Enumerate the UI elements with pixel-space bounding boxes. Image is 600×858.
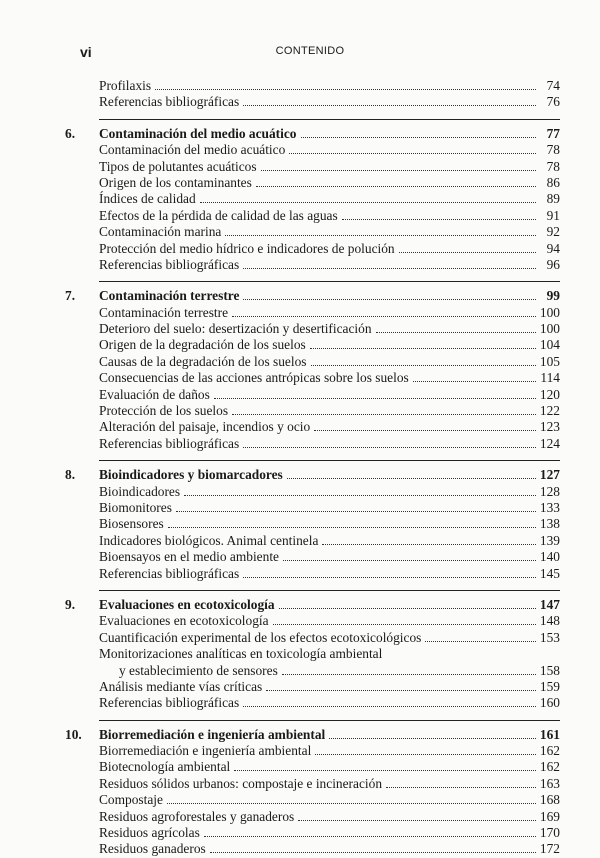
toc-entry [65, 646, 560, 662]
page-ref: 78 [546, 142, 560, 158]
toc-entry [65, 516, 560, 532]
entry-title: Residuos agrícolas [99, 825, 200, 841]
entry-title: Cuantificación experimental de los efectos ecotoxicológicos [99, 629, 422, 645]
toc-entry [65, 792, 560, 808]
page-ref: 133 [539, 499, 560, 515]
page-ref: 120 [539, 386, 560, 402]
entry-title: Alteración del paisaje, incendios y ocio [99, 419, 311, 435]
entry-title: Indicadores biológicos. Animal centinela [99, 532, 319, 548]
dot-leader [301, 126, 536, 138]
page-ref: 100 [539, 321, 560, 337]
dot-leader [243, 436, 536, 448]
toc-entry [65, 305, 560, 321]
section-divider [99, 452, 560, 461]
toc-entry [65, 630, 560, 646]
dot-leader [425, 630, 536, 642]
page-ref: 91 [546, 207, 560, 223]
dot-leader [399, 241, 536, 253]
page-ref: 140 [539, 549, 560, 565]
chapter-heading [65, 467, 560, 483]
dot-leader [234, 759, 536, 771]
toc-entry [65, 337, 560, 353]
section-divider [99, 273, 560, 282]
dot-leader [287, 467, 536, 479]
entry-title: Protección de los suelos [99, 403, 229, 419]
page-ref: 124 [539, 435, 560, 451]
page-ref: 122 [539, 403, 560, 419]
entry-title: Origen de la degradación de los suelos [99, 337, 306, 353]
chapter-title: Contaminación del medio acuático [99, 125, 297, 141]
toc-entry [65, 484, 560, 500]
running-title: CONTENIDO [275, 45, 345, 57]
toc-entry [65, 224, 560, 240]
dot-leader [243, 288, 536, 300]
section-divider [99, 712, 560, 721]
entry-title: Tipos de polutantes acuáticos [99, 158, 257, 174]
entry-title: Protección del medio hídrico e indicadores de polución [99, 240, 395, 256]
page-ref: 92 [546, 224, 560, 240]
dot-leader [314, 419, 536, 431]
dot-leader [200, 191, 536, 203]
entry-title: Causas de la degradación de los suelos [99, 353, 307, 369]
entry-title: Evaluaciones en ecotoxicología [99, 613, 269, 629]
dot-leader [413, 370, 536, 382]
page-ref: 86 [546, 174, 560, 190]
toc-entry [65, 159, 560, 175]
toc-entry [65, 743, 560, 759]
toc-entry [65, 841, 560, 857]
dot-leader [210, 841, 536, 853]
entry-title: Referencias bibliográficas [99, 565, 240, 581]
entry-title: Referencias bibliográficas [99, 695, 240, 711]
toc-entry [65, 321, 560, 337]
entry-title: Referencias bibliográficas [99, 435, 240, 451]
dot-leader [243, 695, 536, 707]
entry-title: Contaminación del medio acuático [99, 142, 286, 158]
page-ref: 99 [546, 288, 560, 304]
dot-leader [261, 159, 536, 171]
page-ref: 172 [539, 841, 560, 857]
page-ref: 148 [539, 613, 560, 629]
chapter-heading [65, 288, 560, 304]
dot-leader [310, 337, 536, 349]
dot-leader [298, 809, 536, 821]
page-ref: 162 [539, 759, 560, 775]
section-divider [99, 582, 560, 591]
entry-title: Residuos ganaderos [99, 841, 206, 857]
page-ref: 159 [539, 678, 560, 694]
toc-entry [65, 809, 560, 825]
toc-entry [65, 142, 560, 158]
chapter-title: Evaluaciones en ecotoxicología [99, 596, 275, 612]
page-ref: 163 [539, 775, 560, 791]
entry-title: Monitorizaciones analíticas en toxicología ambiental [99, 646, 383, 662]
dot-leader [243, 94, 536, 106]
dot-leader [311, 354, 536, 366]
page-ref: 138 [539, 516, 560, 532]
dot-leader [279, 597, 536, 609]
page-ref: 105 [539, 353, 560, 369]
page-ref: 162 [539, 743, 560, 759]
entry-title: Evaluación de daños [99, 386, 210, 402]
toc-entry [65, 191, 560, 207]
page-number: vi [80, 44, 92, 60]
toc-entry [65, 94, 560, 110]
dot-leader [289, 142, 536, 154]
dot-leader [155, 78, 536, 90]
chapter-heading [65, 597, 560, 613]
toc-entry [65, 354, 560, 370]
page-ref: 104 [539, 337, 560, 353]
entry-title: Profilaxis [99, 78, 152, 93]
toc-entry [65, 370, 560, 386]
page-ref: 168 [539, 792, 560, 808]
chapter-title: Biorremediación e ingeniería ambiental [99, 726, 326, 742]
entry-title: Contaminación marina [99, 224, 222, 240]
dot-leader [176, 500, 536, 512]
page-ref: 127 [539, 467, 560, 483]
toc-entry [65, 175, 560, 191]
page-ref: 153 [539, 629, 560, 645]
toc-entry [65, 436, 560, 452]
entry-title: Deterioro del suelo: desertización y desertificación [99, 321, 372, 337]
entry-title: Análisis mediante vías críticas [99, 678, 263, 694]
dot-leader [204, 825, 536, 837]
page-ref: 100 [539, 304, 560, 320]
entry-title: Consecuencias de las acciones antrópicas sobre los suelos [99, 370, 409, 386]
page-ref: 78 [546, 158, 560, 174]
entry-title: Biosensores [99, 516, 164, 532]
page-ref: 96 [546, 256, 560, 272]
page-ref: 147 [539, 596, 560, 612]
page-ref: 89 [546, 191, 560, 207]
toc-entry [65, 613, 560, 629]
dot-leader [232, 305, 536, 317]
page-ref: 169 [539, 808, 560, 824]
page-ref: 170 [539, 825, 560, 841]
toc-entry [65, 825, 560, 841]
entry-title: Efectos de la pérdida de calidad de las aguas [99, 207, 338, 223]
toc-entry [65, 759, 560, 775]
toc-entry [65, 695, 560, 711]
toc-entry [65, 500, 560, 516]
dot-leader [283, 549, 536, 561]
page-ref: 145 [539, 565, 560, 581]
entry-title: Índices de calidad [99, 191, 196, 207]
entry-title: Referencias bibliográficas [99, 256, 240, 272]
entry-title: Biotecnología ambiental [99, 759, 231, 775]
dot-leader [266, 679, 536, 691]
entry-title: Biomonitores [99, 499, 172, 515]
page-ref: 123 [539, 419, 560, 435]
dot-leader [315, 743, 536, 755]
toc-entry [65, 241, 560, 257]
dot-leader [322, 533, 536, 545]
entry-title: Bioensayos en el medio ambiente [99, 549, 279, 565]
chapter-number: 8. [65, 467, 76, 483]
page-ref: 161 [539, 726, 560, 742]
entry-title: Contaminación terrestre [99, 304, 229, 320]
toc-entry [65, 387, 560, 403]
dot-leader [243, 257, 536, 269]
dot-leader [214, 387, 536, 399]
toc-entry [65, 403, 560, 419]
entry-title: Residuos agroforestales y ganaderos [99, 808, 295, 824]
toc-entry [65, 566, 560, 582]
dot-leader [184, 484, 536, 496]
toc-entry [65, 419, 560, 435]
page-ref: 139 [539, 532, 560, 548]
toc-entry [65, 533, 560, 549]
page-ref: 128 [539, 483, 560, 499]
dot-leader [225, 224, 536, 236]
dot-leader [386, 646, 556, 657]
section-divider [99, 111, 560, 120]
dot-leader [282, 663, 536, 675]
toc-entry [65, 679, 560, 695]
dot-leader [243, 566, 536, 578]
chapter-number: 7. [65, 288, 76, 304]
entry-title: Compostaje [99, 792, 163, 808]
toc-entry [65, 257, 560, 273]
chapter-heading [65, 727, 560, 743]
entry-title: Referencias bibliográficas [99, 94, 240, 110]
page-ref: 74 [546, 78, 560, 93]
dot-leader [168, 516, 536, 528]
dot-leader [273, 613, 536, 625]
entry-title: Residuos sólidos urbanos: compostaje e incineración [99, 775, 383, 791]
page-ref: 76 [546, 94, 560, 110]
page-ref: 114 [540, 370, 560, 386]
page-ref: 94 [546, 240, 560, 256]
chapter-title: Bioindicadores y biomarcadores [99, 467, 283, 483]
dot-leader [342, 208, 536, 220]
dot-leader [167, 792, 536, 804]
dot-leader [232, 403, 536, 415]
entry-title: Biorremediación e ingeniería ambiental [99, 743, 312, 759]
page-ref: 77 [546, 125, 560, 141]
entry-title: y establecimiento de sensores [119, 662, 278, 678]
chapter-heading [65, 126, 560, 142]
toc-entry [65, 208, 560, 224]
chapter-title: Contaminación terrestre [99, 288, 240, 304]
entry-title: Bioindicadores [99, 483, 181, 499]
dot-leader [386, 776, 536, 788]
page-header [80, 44, 540, 64]
page-ref: 160 [539, 695, 560, 711]
toc-entry [65, 776, 560, 792]
toc-entry [65, 78, 560, 94]
dot-leader [376, 321, 536, 333]
toc-entry [65, 663, 560, 679]
entry-title: Origen de los contaminantes [99, 174, 252, 190]
toc-entry [65, 549, 560, 565]
chapter-number: 6. [65, 125, 76, 141]
page-ref: 158 [539, 662, 560, 678]
dot-leader [256, 175, 536, 187]
table-of-contents [65, 78, 560, 858]
chapter-number: 10. [65, 726, 82, 742]
chapter-number: 9. [65, 596, 76, 612]
dot-leader [329, 727, 536, 739]
